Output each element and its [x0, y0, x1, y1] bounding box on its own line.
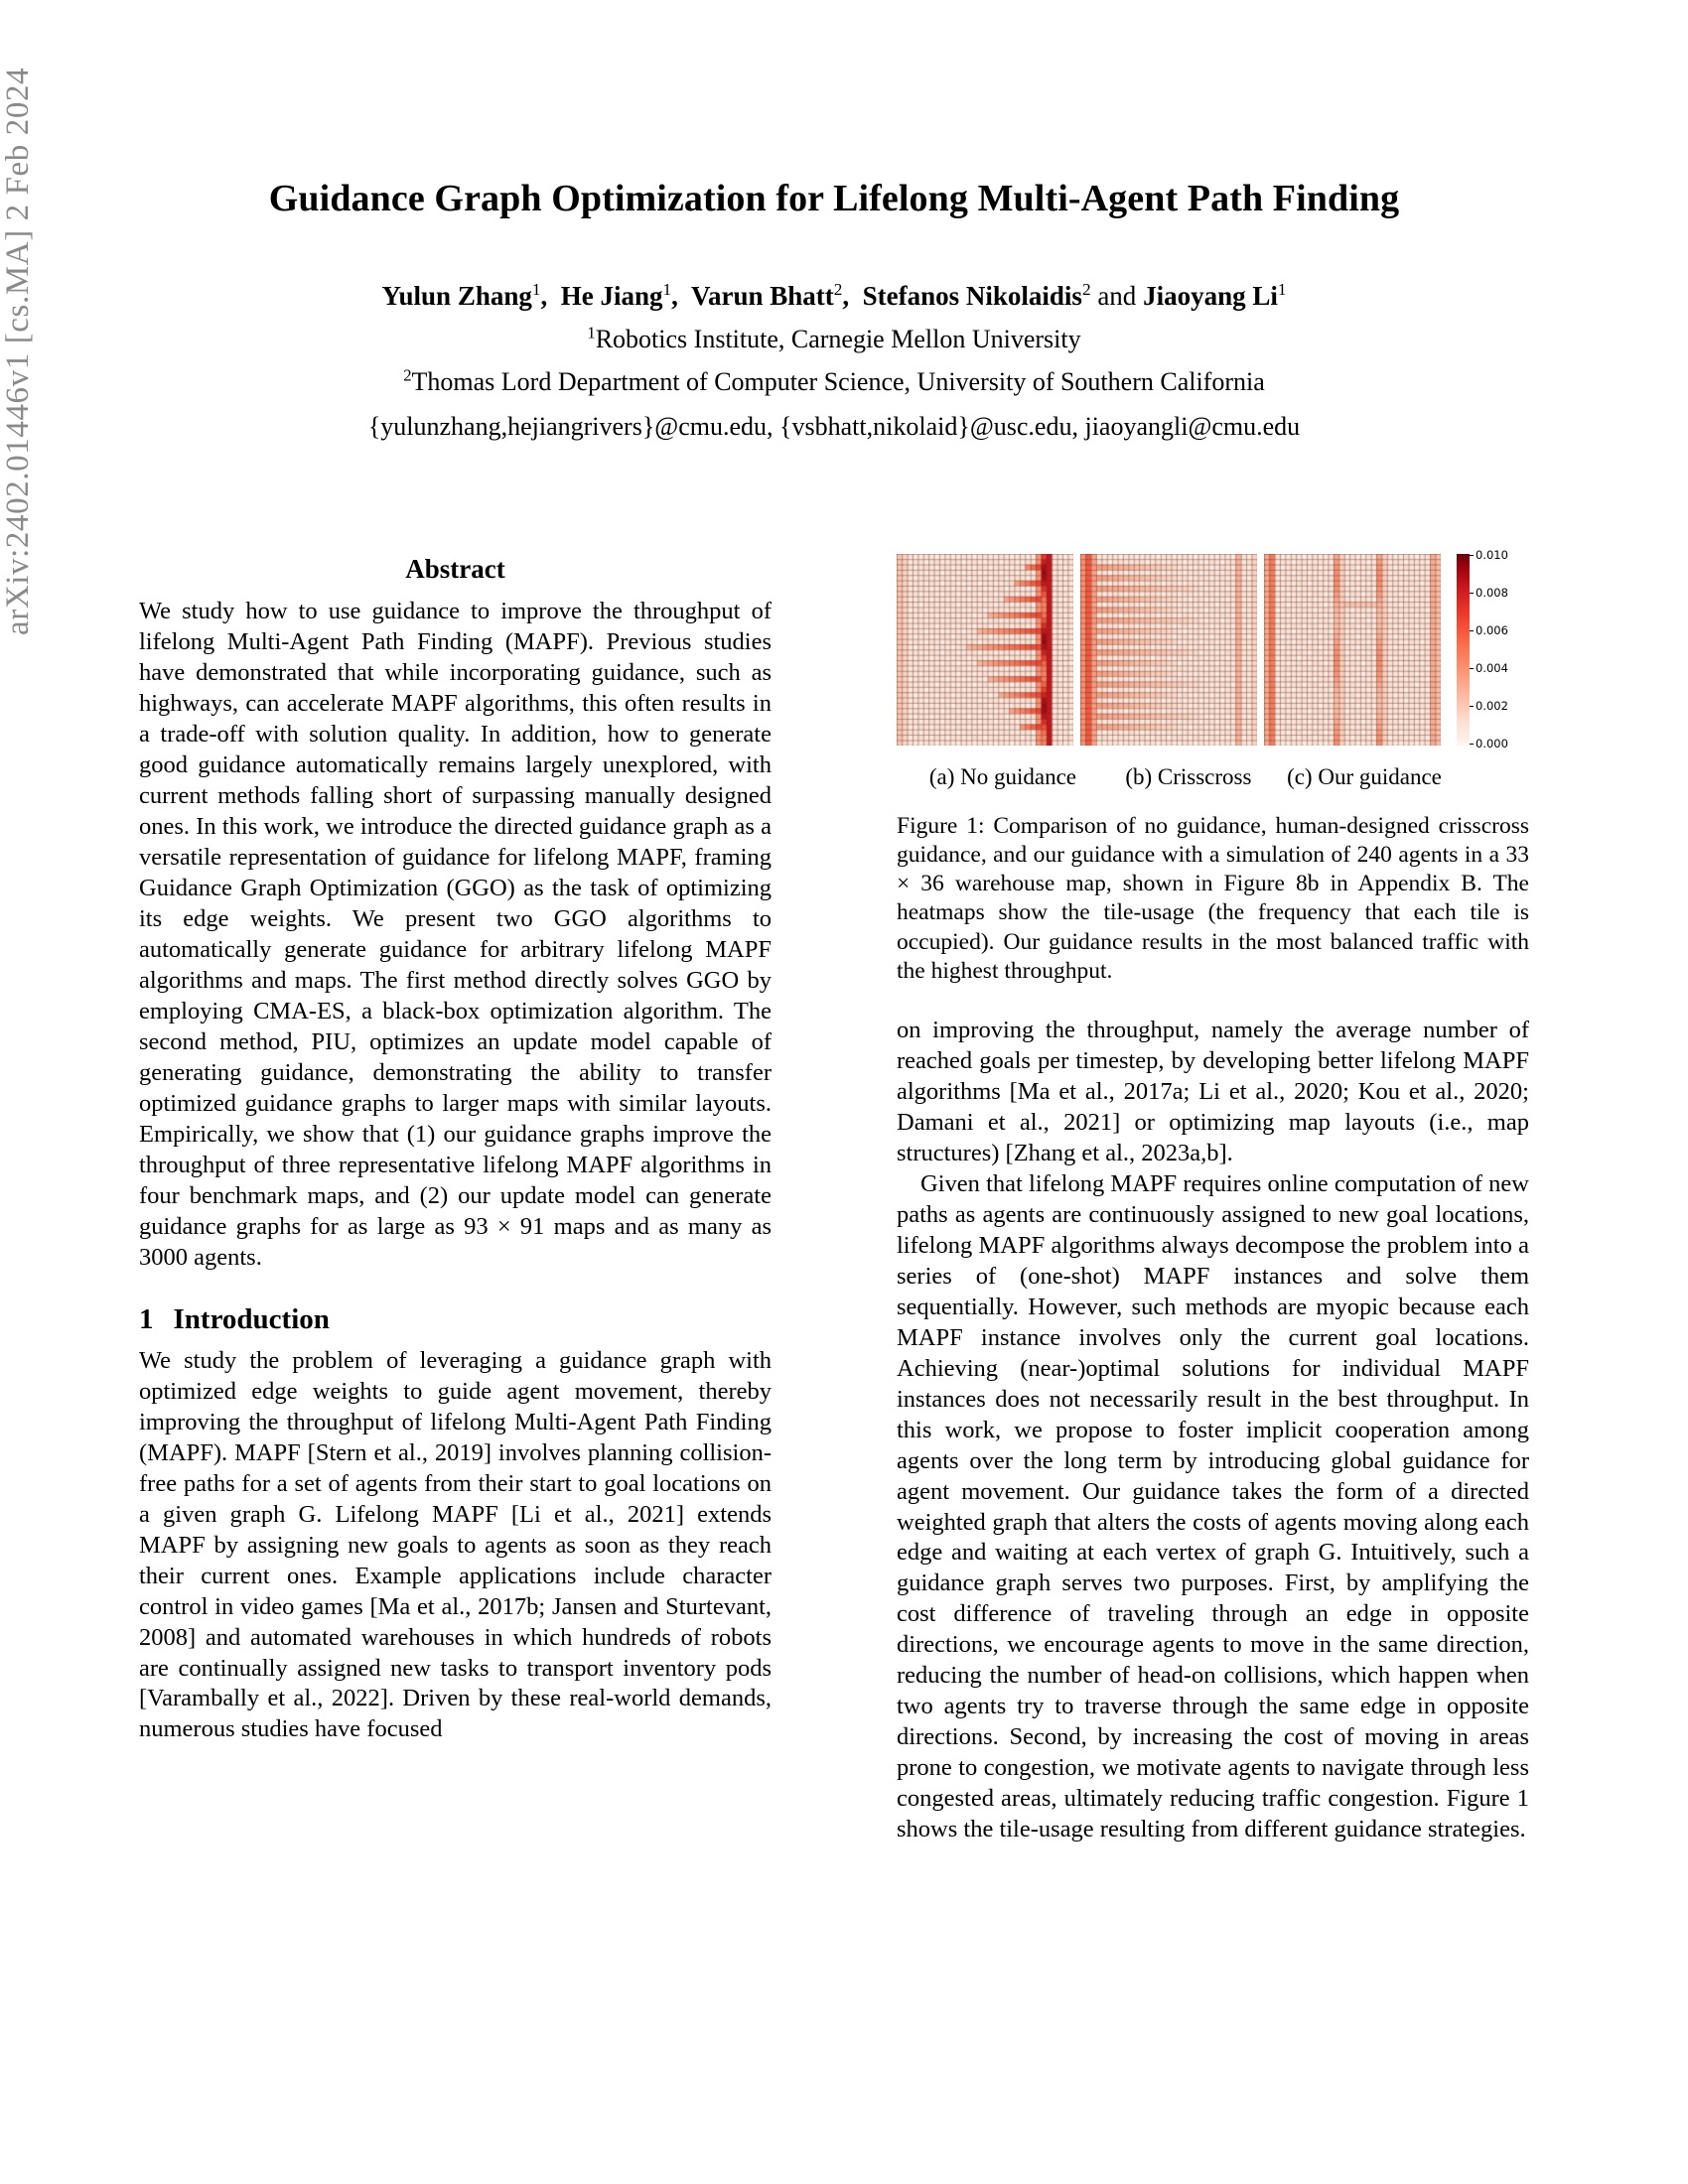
section-number: 1	[139, 1302, 154, 1335]
heatmap-row	[897, 548, 1529, 752]
colorbar-tick: 0.008	[1470, 588, 1527, 600]
author-affil-mark: 2	[833, 279, 843, 299]
right-column	[897, 548, 1529, 1845]
intro-paragraph-2: on improving the throughput, namely the average number of reached goals per timestep, by developing better lifelong MAPF algorithms [Ma et al., 2017a; Li et al., 2020; Kou et al., 2020; Damani et al., 2021] or optimizing map layouts (i.e., map structures) [Zhang et al., 2023a,b].	[897, 1016, 1529, 1166]
colorbar-tick: 0.000	[1470, 739, 1527, 751]
affil-mark: 1	[587, 323, 596, 342]
arxiv-stamp: arXiv:2402.01446v1 [cs.MA] 2 Feb 2024	[0, 67, 36, 635]
affiliation-2	[139, 365, 1529, 399]
author-separator: ,	[842, 280, 856, 311]
abstract-text: We study how to use guidance to improve the throughput of lifelong Multi-Agent Path Finding (MAPF). Previous studies have demonstrated that while incorporating guidance, such as highways, can accelerate MAPF algorithms, this often results in a trade-off with solution quality. In addition, how to generate good guidance automatically remains largely unexplored, with current methods falling short of surpassing manually designed ones. In this work, we introduce the directed guidance graph as a versatile representation of guidance for lifelong MAPF, framing Guidance Graph Optimization (GGO) as the task of optimizing its edge weights. We present two GGO algorithms to automatically generate guidance for arbitrary lifelong MAPF algorithms and maps. The first method directly solves GGO by employing CMA-ES, a black-box optimization algorithm. The second method, PIU, optimizes an update model capable of generating guidance, demonstrating the ability to transfer optimized guidance graphs to larger maps with similar layouts. Empirically, we show that (1) our guidance graphs improve the throughput of three representative lifelong MAPF algorithms in four benchmark maps, and (2) our update model can generate guidance graphs for as large as 93 × 91 maps and as many as 3000 agents.	[139, 598, 772, 1271]
heatmap-panel-a	[897, 554, 1073, 746]
paper-page	[139, 149, 1529, 2035]
author-entry: Stefanos Nikolaidis$^2$	[862, 279, 1091, 311]
colorbar-tick: 0.006	[1470, 625, 1527, 637]
left-column	[139, 554, 772, 1745]
colorbar-tick: 0.002	[1470, 701, 1527, 713]
colorbar-tick: 0.004	[1470, 663, 1527, 675]
affil-text: Thomas Lord Department of Computer Science, University of Southern California	[411, 366, 1265, 396]
subcaption-c: (c) Our guidance	[1287, 764, 1442, 789]
author-entry: Jiaoyang Li$^1$	[1143, 279, 1287, 311]
body-columns	[139, 548, 1529, 2043]
intro-paragraph-1: We study the problem of leveraging a guidance graph with optimized edge weights to guide agent movement, thereby improving the throughput of lifelong Multi-Agent Path Finding (MAPF). MAPF [Stern et al., 2019] involves planning collision-free paths for a set of agents from their start to goal locations on a given graph G. Lifelong MAPF [Li et al., 2021] extends MAPF by assigning new goals to agents as soon as they reach their current ones. Example applications include character control in video games [Ma et al., 2017b; Jansen and Sturtevant, 2008] and automated warehouses in which hundreds of robots are continually assigned new tasks to transport inventory pods [Varambally et al., 2022]. Driven by these real-world demands, numerous studies have focused	[139, 1346, 772, 1743]
subcaption-row	[897, 764, 1453, 790]
author-affil-mark: 1	[531, 279, 541, 299]
author-emails: {yulunzhang,hejiangrivers}@cmu.edu, {vsbhatt,nikolaid}@usc.edu, jiaoyangli@cmu.edu	[367, 411, 1301, 441]
intro-paragraph-3: Given that lifelong MAPF requires online computation of new paths as agents are continuously assigned to new goal locations, lifelong MAPF algorithms always decompose the problem into a series of (one-shot) MAPF instances and solve them sequentially. However, such methods are myopic because each MAPF instance involves only the current goal locations. Achieving (near-)optimal solutions for individual MAPF instances does not necessarily result in the best throughput. In this work, we propose to foster implicit cooperation among agents over the long term by introducing global guidance for agent movement. Our guidance takes the form of a directed weighted graph that alters the costs of agents moving along each edge and waiting at each vertex of graph G. Intuitively, such a guidance graph serves two purposes. First, by amplifying the cost difference of traveling through an edge in opposite directions, we encourage agents to move in the same direction, reducing the number of head-on collisions, which happen when two agents try to traverse through the same edge in opposite directions. Second, by increasing the cost of moving in areas prone to congestion, we motivate agents to navigate through less congested areas, ultimately reducing traffic congestion. Figure 1 shows the tile-usage resulting from different guidance strategies.	[897, 1169, 1529, 1843]
figure-caption-text: Comparison of no guidance, human-designed crisscross guidance, and our guidance with a simulation of 240 agents in a 33 × 36 warehouse map, shown in Figure 8b in Appendix B. The heatmaps show the tile-usage (the frequency that each tile is occupied). Our guidance results in the most balanced traffic with the highest throughput.	[897, 813, 1529, 984]
affil-text: Robotics Institute, Carnegie Mellon University	[595, 325, 1081, 354]
section-title: Introduction	[173, 1302, 330, 1335]
affil-mark: 2	[403, 365, 412, 385]
author-entry: Yulun Zhang$^1$	[381, 279, 541, 311]
figure-caption	[897, 812, 1529, 986]
heatmap-panel-b	[1080, 554, 1257, 746]
author-entry: He Jiang$^1$	[560, 279, 672, 311]
author-affil-mark: 1	[1277, 279, 1287, 299]
figure-caption-label: Figure 1:	[897, 813, 985, 839]
author-separator: ,	[671, 280, 685, 311]
section-heading-introduction	[139, 1303, 772, 1336]
subcaption-a: (a) No guidance	[928, 764, 1076, 789]
abstract-heading: Abstract	[405, 554, 505, 584]
author-list	[139, 278, 1529, 314]
figure-1	[897, 548, 1529, 986]
author-separator: ,	[540, 280, 555, 311]
author-affil-mark: 1	[662, 279, 672, 299]
author-entry: Varun Bhatt$^2$	[690, 279, 843, 311]
affiliation-1	[139, 323, 1529, 356]
subcaption-b: (b) Crisscross	[1125, 764, 1252, 789]
heatmap-panel-c	[1264, 554, 1441, 746]
page-title: Guidance Graph Optimization for Lifelong Multi-Agent Path Finding	[268, 178, 1400, 219]
colorbar	[1457, 548, 1526, 751]
author-conjunction: and	[1097, 280, 1137, 311]
colorbar-tick: 0.010	[1470, 550, 1527, 562]
colorbar-gradient	[1457, 554, 1470, 746]
author-affil-mark: 2	[1081, 279, 1091, 299]
